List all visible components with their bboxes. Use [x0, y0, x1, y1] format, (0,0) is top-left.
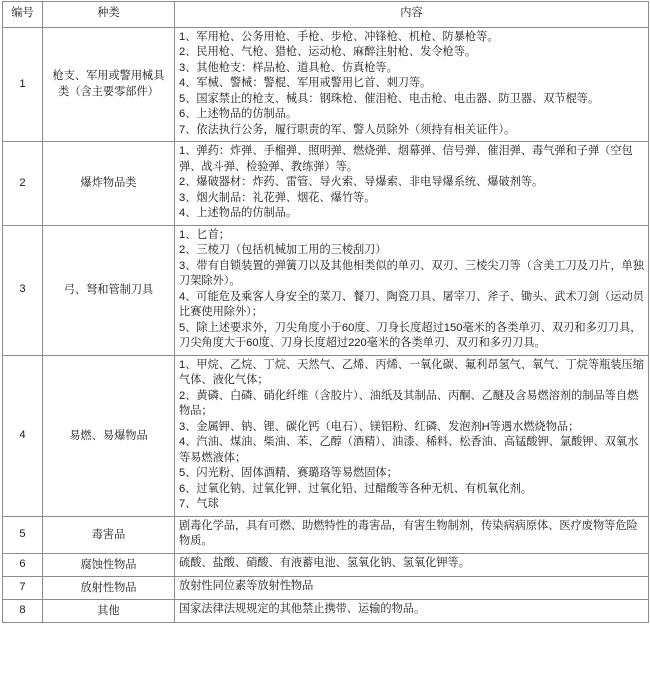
category-label: 易燃、易爆物品 [69, 429, 148, 442]
table-row [3, 225, 649, 355]
row-number-cell: 2 [3, 142, 43, 226]
content-line: 4、汽油、煤油、柴油、苯、乙醇（酒精）、油漆、稀料、松香油、高锰酸钾、氯酸钾、双氧水等易燃液体； [179, 436, 639, 464]
table-row [3, 355, 649, 516]
content-line: 3、烟火制品：礼花弹、烟花、爆竹等。 [179, 191, 376, 204]
content-line: 5、国家禁止的枪支、械具：钢珠枪、催泪枪、电击枪、电击器、防卫器、双节棍等。 [179, 92, 600, 105]
row-number-cell: 3 [3, 225, 43, 355]
content-line: 6、上述物品的仿制品。 [179, 108, 298, 120]
content-line: 放射性同位素等放射性物品 [179, 580, 314, 593]
row-number-cell: 7 [3, 576, 43, 599]
category-label: 爆炸物品类 [80, 177, 137, 190]
content-line: 3、金属钾、钠、锂、碳化钙（电石）、镁铝粉、红磷、发泡剂H等遇水燃烧物品； [179, 420, 580, 433]
content-cell [175, 27, 649, 142]
table-row [3, 599, 649, 622]
category-cell [43, 599, 175, 622]
column-header-category: 种类 [43, 2, 175, 28]
content-line: 5、闪光粉、固体酒精、赛璐珞等易燃固体； [179, 467, 398, 479]
category-cell [43, 27, 175, 142]
content-line: 3、其他枪支：样品枪、道具枪、仿真枪等。 [179, 61, 398, 74]
content-line: 4、可能危及乘客人身安全的菜刀、餐刀、陶瓷刀具、屠宰刀、斧子、锄头、武术刀剑（运动员比赛使用除外）； [179, 290, 644, 318]
table-row [3, 516, 649, 553]
content-cell [175, 576, 649, 599]
row-number-cell: 6 [3, 553, 43, 576]
content-line: 6、过氧化钠、过氧化钾、过氧化铅、过醋酸等各种无机、有机氧化剂。 [179, 482, 533, 495]
content-line: 国家法律法规规定的其他禁止携带、运输的物品。 [179, 603, 426, 616]
category-cell [43, 142, 175, 226]
content-line: 4、军械、警械：警棍、军用戒警用匕首、刺刀等。 [179, 77, 432, 89]
table-row [3, 142, 649, 226]
content-line: 1、军用枪、公务用枪、手枪、步枪、冲锋枪、机枪、防暴枪等。 [179, 30, 499, 43]
content-line: 3、带有自锁装置的弹簧刀以及其他相类似的单刃、双刃、三棱尖刀等（含美工刀及刀片，单独刀架除外）。 [179, 259, 644, 287]
content-line: 剧毒化学品，具有可燃、助燃特性的毒害品，有害生物制剂，传染病病原体、医疗废物等危险物质。 [179, 519, 638, 547]
content-line: 2、爆破器材：炸药、雷管、导火索、导爆索、非电导爆系统、爆破剂等。 [179, 176, 544, 188]
category-label: 放射性物品 [80, 581, 137, 594]
category-cell [43, 516, 175, 553]
content-cell [175, 225, 649, 355]
content-line: 4、上述物品的仿制品。 [179, 207, 298, 219]
table-row [3, 553, 649, 576]
category-cell [43, 225, 175, 355]
content-line: 1、甲烷、乙烷、丁烷、天然气、乙烯、丙烯、一氧化碳、氟利昂氢气、氧气、丁烷等瓶装压缩气体、液化气体； [179, 358, 644, 386]
content-line: 7、气球 [179, 498, 219, 510]
column-header-content: 内容 [175, 2, 649, 28]
table-header-row [3, 2, 649, 28]
table-row [3, 576, 649, 599]
row-number-cell: 1 [3, 27, 43, 142]
content-cell [175, 599, 649, 622]
content-line: 5、除上述要求外，刀尖角度小于60度、刀身长度超过150毫米的各类单刃、双刃和多刃刀具，刀尖角度大于60度、刀身长度超过220毫米的各类单刃、双刃和多刃刀具。 [179, 321, 642, 349]
content-cell [175, 355, 649, 516]
content-line: 2、民用枪、气枪、猎枪、运动枪、麻醉注射枪、发令枪等。 [179, 46, 477, 58]
content-cell [175, 516, 649, 553]
category-label: 弓、弩和管制刀具 [63, 284, 154, 296]
category-label: 毒害品 [91, 528, 126, 541]
category-label: 枪支、军用或警用械具类（含主要零部件） [52, 70, 165, 99]
content-line: 1、匕首； [179, 228, 230, 241]
content-line: 硫酸、盐酸、硝酸、有液蓄电池、氢氧化钠、氢氧化钾等。 [179, 557, 470, 570]
category-cell [43, 355, 175, 516]
content-line: 2、三棱刀（包括机械加工用的三棱刮刀） [179, 244, 387, 256]
table-header [3, 2, 649, 28]
category-cell [43, 553, 175, 576]
prohibited-items-table [2, 1, 649, 623]
row-number-cell: 4 [3, 355, 43, 516]
column-header-no: 编号 [3, 2, 43, 28]
content-line: 1、弹药：炸弹、手榴弹、照明弹、燃烧弹、烟幕弹、信号弹、催泪弹、毒气弹和子弹（空包弹、战斗弹、检验弹、教练弹）等。 [179, 145, 633, 173]
table-row [3, 27, 649, 142]
row-number-cell: 8 [3, 599, 43, 622]
category-label: 其他 [97, 604, 120, 617]
content-cell [175, 142, 649, 226]
category-cell [43, 576, 175, 599]
category-label: 腐蚀性物品 [80, 558, 137, 571]
content-cell [175, 553, 649, 576]
content-line: 2、黄磷、白磷、硝化纤维（含胶片）、油纸及其制品、丙酮、乙醚及含易燃溶剂的制品等自燃物品； [179, 389, 639, 417]
table-body [3, 27, 649, 622]
row-number-cell: 5 [3, 516, 43, 553]
content-line: 7、依法执行公务，履行职责的军、警人员除外（须持有相关证件）。 [179, 123, 516, 136]
